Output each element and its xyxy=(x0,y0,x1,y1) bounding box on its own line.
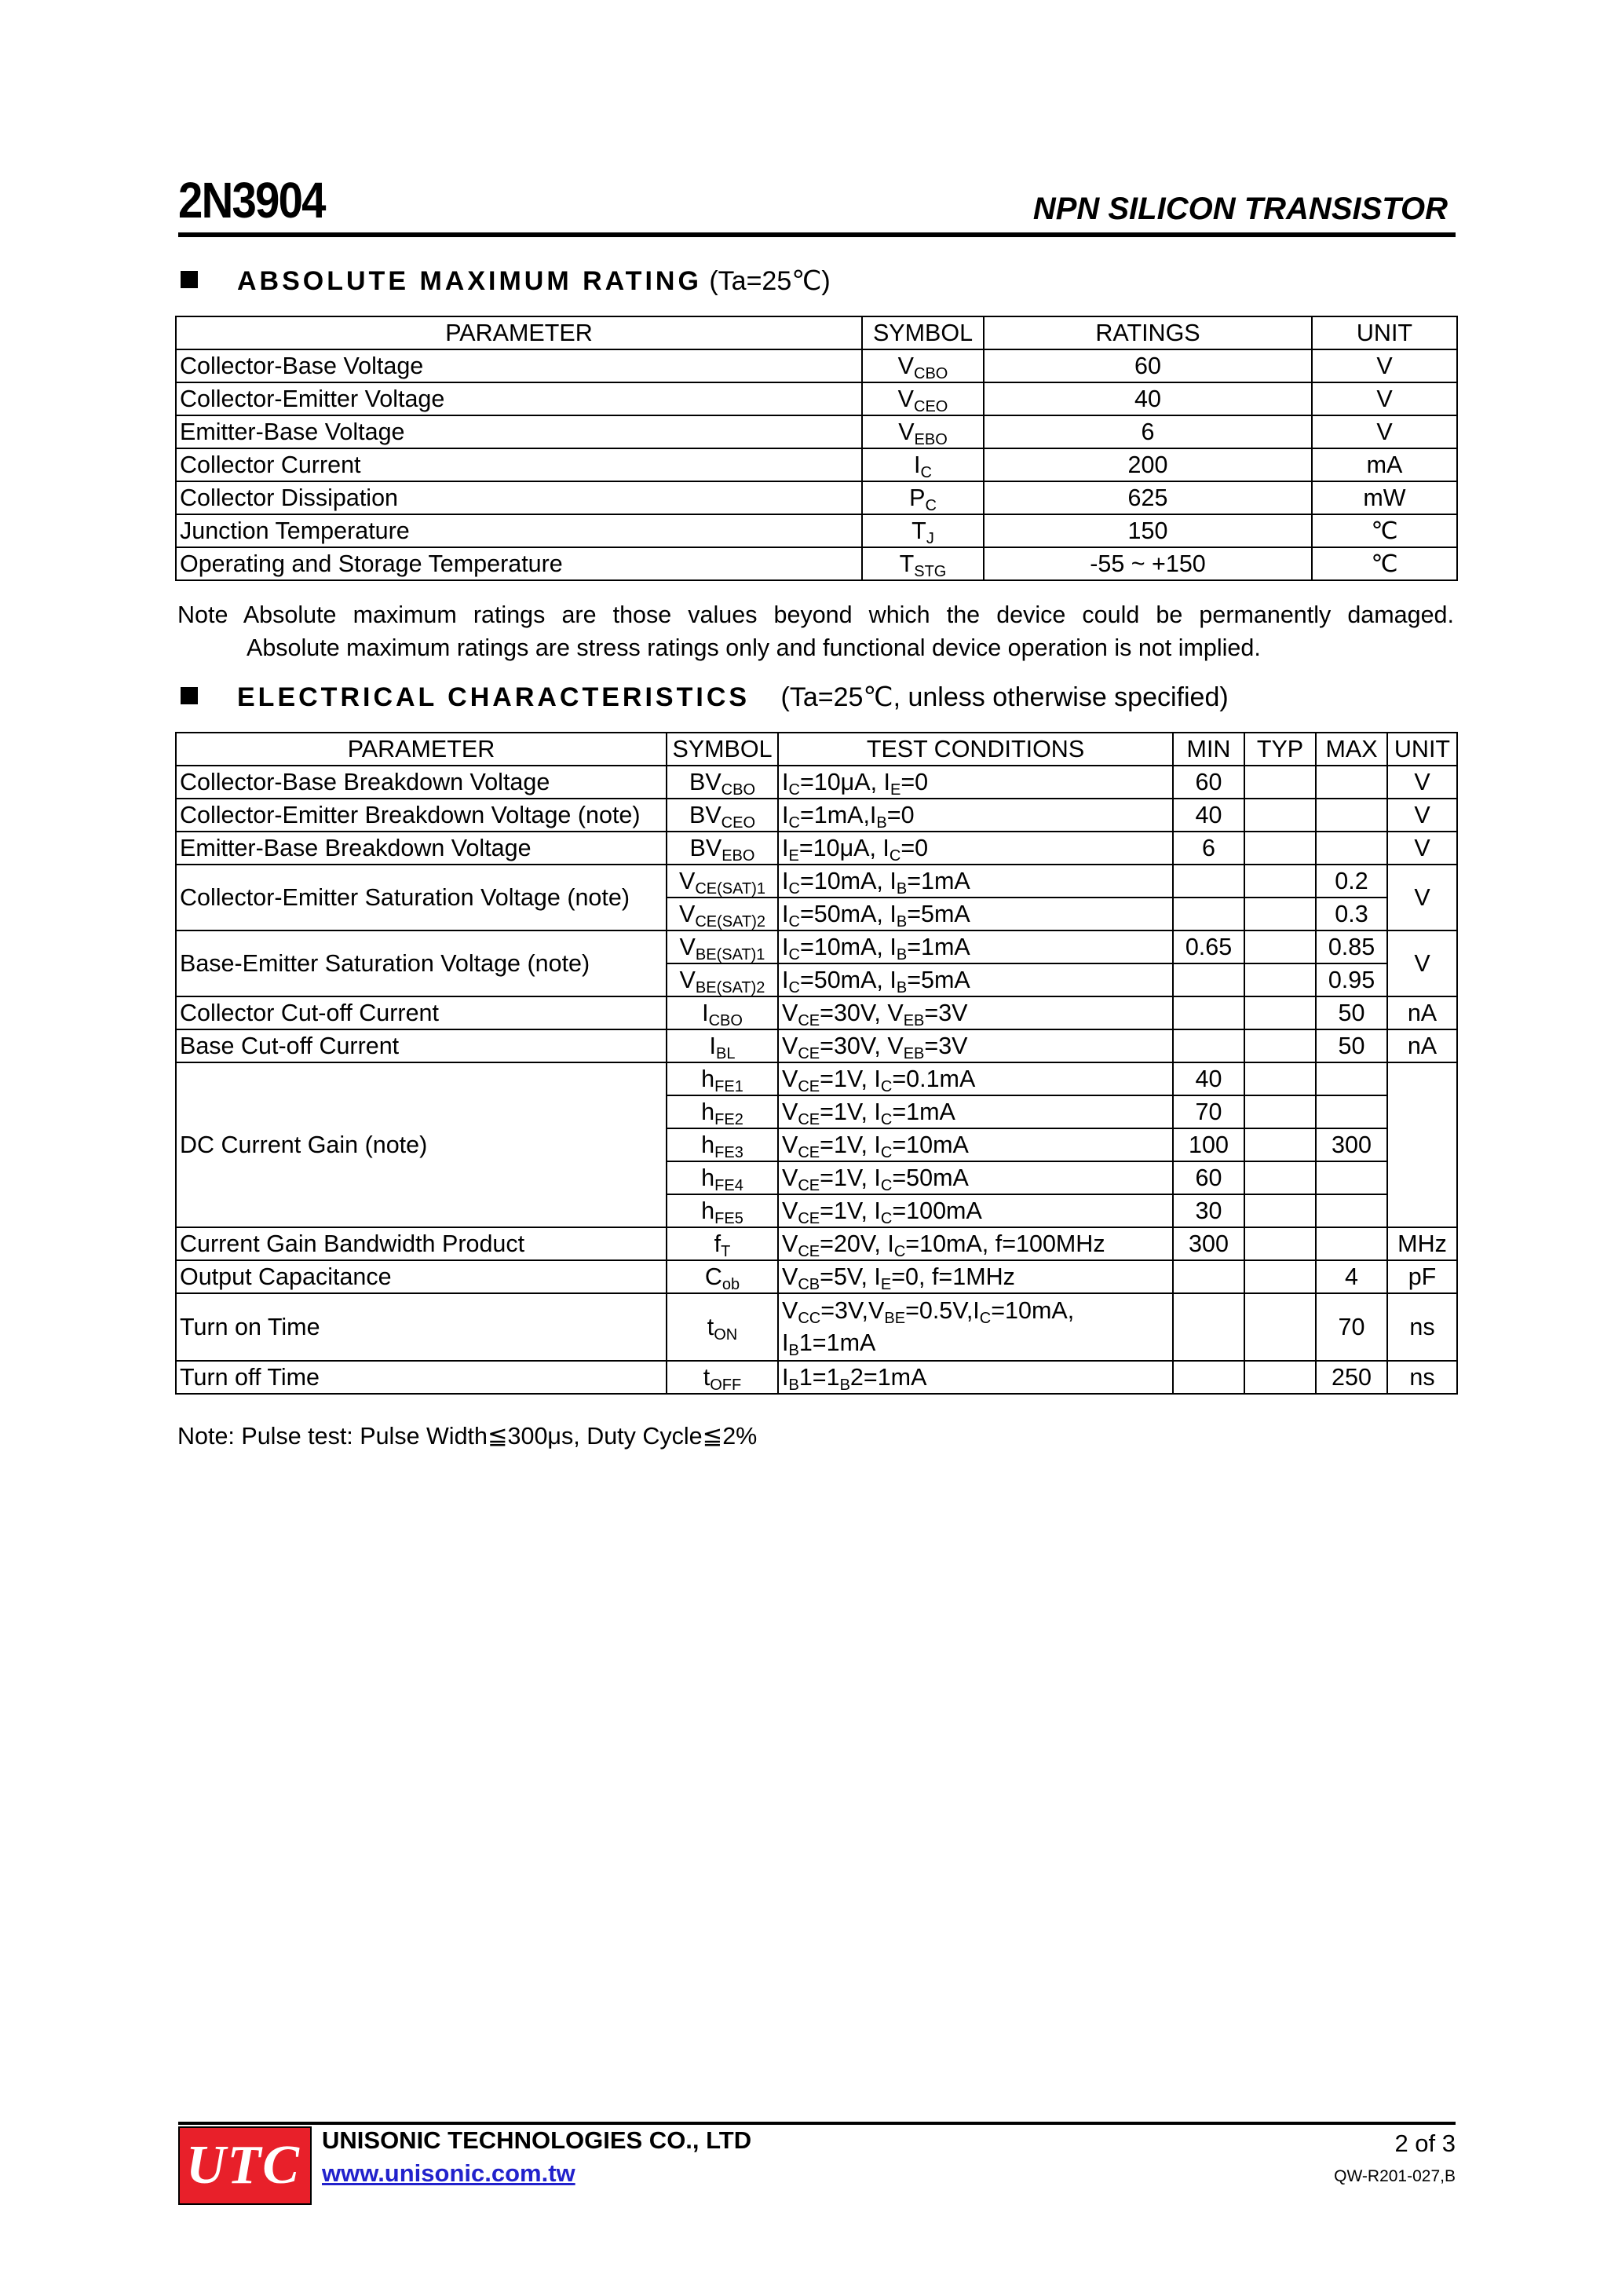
table-row xyxy=(176,415,1457,448)
conditions-cell: $I_C=50mA$, $I_B=5mA$ xyxy=(778,963,1173,996)
typ-cell xyxy=(1244,1161,1316,1194)
conditions-cell: $V_{CC}=3V,V_{BE}=0.5V,I_C=10mA$, $I_B1=1mA$ xyxy=(778,1293,1173,1361)
header-cell: SYMBOL xyxy=(667,733,778,766)
param-cell: Emitter-Base Voltage xyxy=(176,415,862,448)
table-header-row xyxy=(176,316,1457,349)
unit-cell: V xyxy=(1387,799,1457,832)
symbol-cell: $h_{FE2}$ xyxy=(667,1095,778,1128)
min-cell xyxy=(1173,865,1244,898)
conditions-cell: $I_C=1mA,I_B=0$ xyxy=(778,799,1173,832)
symbol-cell: $t_{ON}$ xyxy=(667,1293,778,1361)
typ-cell xyxy=(1244,1194,1316,1227)
symbol-cell: $V_{BE(SAT)2}$ xyxy=(667,963,778,996)
symbol-cell: $h_{FE3}$ xyxy=(667,1128,778,1161)
header-cell: PARAMETER xyxy=(176,733,667,766)
min-cell: 300 xyxy=(1173,1227,1244,1260)
min-cell xyxy=(1173,996,1244,1029)
typ-cell xyxy=(1244,1260,1316,1293)
symbol-cell: $V_{CE(SAT)2}$ xyxy=(667,898,778,930)
header-rule xyxy=(178,232,1456,237)
table-row xyxy=(176,799,1457,832)
min-cell: 30 xyxy=(1173,1194,1244,1227)
table-row xyxy=(176,1062,1457,1095)
table-row xyxy=(176,547,1457,580)
unit-cell: ℃ xyxy=(1312,514,1457,547)
unit-cell: ns xyxy=(1387,1293,1457,1361)
min-cell xyxy=(1173,1361,1244,1394)
symbol-cell: $V_{CEO}$ xyxy=(862,382,984,415)
conditions-cell: $V_{CE}=1V$, $I_C=1mA$ xyxy=(778,1095,1173,1128)
unit-cell: V xyxy=(1387,832,1457,865)
abs-max-note-continued: Absolute maximum ratings are stress ratings only and functional device operation is not implied. xyxy=(247,634,1261,661)
param-cell: Operating and Storage Temperature xyxy=(176,547,862,580)
symbol-cell: $BV_{CEO}$ xyxy=(667,799,778,832)
rating-cell: 200 xyxy=(984,448,1312,481)
conditions-cell: $I_C=10mA$, $I_B=1mA$ xyxy=(778,865,1173,898)
min-cell: 60 xyxy=(1173,1161,1244,1194)
rating-cell: 6 xyxy=(984,415,1312,448)
table-row xyxy=(176,481,1457,514)
min-cell: 40 xyxy=(1173,1062,1244,1095)
symbol-cell: $I_{CBO}$ xyxy=(667,996,778,1029)
document-number: QW-R201-027,B xyxy=(1334,2167,1456,2185)
table-row xyxy=(176,1293,1457,1361)
symbol-cell: $V_{BE(SAT)1}$ xyxy=(667,930,778,963)
rating-cell: 60 xyxy=(984,349,1312,382)
table-row xyxy=(176,514,1457,547)
symbol-cell: $f_T$ xyxy=(667,1227,778,1260)
symbol-cell: $T_{STG}$ xyxy=(862,547,984,580)
table-row xyxy=(176,865,1457,898)
unit-cell: V xyxy=(1312,349,1457,382)
conditions-cell: $V_{CE}=30V$, $V_{EB}=3V$ xyxy=(778,1029,1173,1062)
max-cell xyxy=(1316,1062,1387,1095)
min-cell xyxy=(1173,963,1244,996)
typ-cell xyxy=(1244,799,1316,832)
header-cell: SYMBOL xyxy=(862,316,984,349)
max-cell: 4 xyxy=(1316,1260,1387,1293)
pulse-test-note: Note: Pulse test: Pulse Width≦300μs, Duty Cycle≦2% xyxy=(177,1423,758,1450)
typ-cell xyxy=(1244,832,1316,865)
max-cell: 250 xyxy=(1316,1361,1387,1394)
unit-cell: V xyxy=(1312,415,1457,448)
unit-cell: V xyxy=(1387,766,1457,799)
table-row xyxy=(176,1227,1457,1260)
table-row xyxy=(176,996,1457,1029)
param-cell: Collector-Base Breakdown Voltage xyxy=(176,766,667,799)
document-type: NPN SILICON TRANSISTOR xyxy=(1032,192,1448,226)
logo-text: UTC xyxy=(186,2135,301,2195)
min-cell xyxy=(1173,1293,1244,1361)
unit-cell: MHz xyxy=(1387,1227,1457,1260)
max-cell: 50 xyxy=(1316,996,1387,1029)
conditions-cell: $V_{CE}=1V$, $I_C=0.1mA$ xyxy=(778,1062,1173,1095)
typ-cell xyxy=(1244,1128,1316,1161)
typ-cell xyxy=(1244,1062,1316,1095)
max-cell xyxy=(1316,799,1387,832)
min-cell xyxy=(1173,1029,1244,1062)
typ-cell xyxy=(1244,963,1316,996)
unit-cell: mA xyxy=(1312,448,1457,481)
max-cell: 0.3 xyxy=(1316,898,1387,930)
table-row xyxy=(176,930,1457,963)
param-cell: Turn on Time xyxy=(176,1293,667,1361)
symbol-cell: $h_{FE1}$ xyxy=(667,1062,778,1095)
param-cell: Turn off Time xyxy=(176,1361,667,1394)
abs-max-title: ABSOLUTE MAXIMUM RATING xyxy=(237,266,702,296)
company-name: UNISONIC TECHNOLOGIES CO., LTD xyxy=(322,2126,752,2154)
min-cell xyxy=(1173,1260,1244,1293)
conditions-cell: $V_{CB}=5V$, $I_E=0$, f=1MHz xyxy=(778,1260,1173,1293)
unit-cell: ns xyxy=(1387,1361,1457,1394)
elec-table xyxy=(175,732,1458,1395)
max-cell: 0.2 xyxy=(1316,865,1387,898)
abs-max-heading xyxy=(181,265,831,297)
param-cell: Current Gain Bandwidth Product xyxy=(176,1227,667,1260)
symbol-cell: $BV_{EBO}$ xyxy=(667,832,778,865)
max-cell: 0.95 xyxy=(1316,963,1387,996)
header-cell: RATINGS xyxy=(984,316,1312,349)
min-cell: 100 xyxy=(1173,1128,1244,1161)
symbol-cell: $BV_{CBO}$ xyxy=(667,766,778,799)
symbol-cell: $t_{OFF}$ xyxy=(667,1361,778,1394)
param-cell: DC Current Gain (note) xyxy=(176,1062,667,1227)
symbol-cell: $T_J$ xyxy=(862,514,984,547)
param-cell: Emitter-Base Breakdown Voltage xyxy=(176,832,667,865)
elec-title: ELECTRICAL CHARACTERISTICS xyxy=(237,682,751,712)
typ-cell xyxy=(1244,766,1316,799)
elec-condition: (Ta=25℃, unless otherwise specified) xyxy=(780,682,1229,712)
typ-cell xyxy=(1244,1361,1316,1394)
conditions-cell: $V_{CE}=20V$, $I_C=10mA$, f=100MHz xyxy=(778,1227,1173,1260)
typ-cell xyxy=(1244,898,1316,930)
unit-cell: V xyxy=(1387,865,1457,930)
param-cell: Collector-Emitter Breakdown Voltage (note) xyxy=(176,799,667,832)
max-cell xyxy=(1316,1161,1387,1194)
param-cell: Collector Cut-off Current xyxy=(176,996,667,1029)
page-number: 2 of 3 xyxy=(1394,2130,1456,2157)
unit-cell: ℃ xyxy=(1312,547,1457,580)
typ-cell xyxy=(1244,1029,1316,1062)
max-cell xyxy=(1316,832,1387,865)
param-cell: Collector-Emitter Voltage xyxy=(176,382,862,415)
conditions-cell: $I_C=10mA$, $I_B=1mA$ xyxy=(778,930,1173,963)
typ-cell xyxy=(1244,930,1316,963)
param-cell: Collector Current xyxy=(176,448,862,481)
footer-rule xyxy=(178,2122,1456,2125)
rating-cell: 40 xyxy=(984,382,1312,415)
conditions-cell: $V_{CE}=30V$, $V_{EB}=3V$ xyxy=(778,996,1173,1029)
header-cell: TYP xyxy=(1244,733,1316,766)
header-cell: UNIT xyxy=(1312,316,1457,349)
abs-max-table xyxy=(175,316,1458,581)
typ-cell xyxy=(1244,1095,1316,1128)
min-cell: 0.65 xyxy=(1173,930,1244,963)
table-row xyxy=(176,1029,1457,1062)
conditions-cell: $V_{CE}=1V$, $I_C=50mA$ xyxy=(778,1161,1173,1194)
max-cell: 0.85 xyxy=(1316,930,1387,963)
conditions-cell: $V_{CE}=1V$, $I_C=100mA$ xyxy=(778,1194,1173,1227)
elec-heading xyxy=(181,682,1229,713)
bullet-square-icon xyxy=(181,271,198,288)
typ-cell xyxy=(1244,865,1316,898)
min-cell: 60 xyxy=(1173,766,1244,799)
symbol-cell: $I_{BL}$ xyxy=(667,1029,778,1062)
param-cell: Base Cut-off Current xyxy=(176,1029,667,1062)
min-cell xyxy=(1173,898,1244,930)
unit-cell: V xyxy=(1312,382,1457,415)
conditions-cell: $I_C=10\mu A$, $I_E=0$ xyxy=(778,766,1173,799)
table-row xyxy=(176,1260,1457,1293)
max-cell xyxy=(1316,766,1387,799)
symbol-cell: $h_{FE5}$ xyxy=(667,1194,778,1227)
max-cell xyxy=(1316,1194,1387,1227)
table-row xyxy=(176,382,1457,415)
unit-cell xyxy=(1387,1062,1457,1227)
symbol-cell: $h_{FE4}$ xyxy=(667,1161,778,1194)
param-cell: Junction Temperature xyxy=(176,514,862,547)
table-row xyxy=(176,1361,1457,1394)
param-cell: Collector-Emitter Saturation Voltage (note) xyxy=(176,865,667,930)
header-cell: UNIT xyxy=(1387,733,1457,766)
symbol-cell: $V_{EBO}$ xyxy=(862,415,984,448)
header-cell: PARAMETER xyxy=(176,316,862,349)
header-cell: TEST CONDITIONS xyxy=(778,733,1173,766)
param-cell: Collector Dissipation xyxy=(176,481,862,514)
typ-cell xyxy=(1244,1227,1316,1260)
unit-cell: pF xyxy=(1387,1260,1457,1293)
max-cell xyxy=(1316,1095,1387,1128)
website-link[interactable]: www.unisonic.com.tw xyxy=(322,2159,575,2187)
abs-max-note: Note Absolute maximum ratings are those values beyond which the device could be permanently damaged. xyxy=(177,601,1454,628)
rating-cell: 625 xyxy=(984,481,1312,514)
symbol-cell: $C_{ob}$ xyxy=(667,1260,778,1293)
param-cell: Output Capacitance xyxy=(176,1260,667,1293)
rating-cell: -55 ~ +150 xyxy=(984,547,1312,580)
rating-cell: 150 xyxy=(984,514,1312,547)
param-cell: Collector-Base Voltage xyxy=(176,349,862,382)
table-row xyxy=(176,448,1457,481)
bullet-square-icon xyxy=(181,687,198,704)
abs-max-condition: (Ta=25℃) xyxy=(709,266,831,296)
conditions-cell: $V_{CE}=1V$, $I_C=10mA$ xyxy=(778,1128,1173,1161)
unit-cell: nA xyxy=(1387,996,1457,1029)
header-cell: MIN xyxy=(1173,733,1244,766)
unit-cell: nA xyxy=(1387,1029,1457,1062)
table-row xyxy=(176,832,1457,865)
param-cell: Base-Emitter Saturation Voltage (note) xyxy=(176,930,667,996)
table-row xyxy=(176,349,1457,382)
unit-cell: V xyxy=(1387,930,1457,996)
symbol-cell: $I_C$ xyxy=(862,448,984,481)
conditions-cell: $I_C=50mA$, $I_B=5mA$ xyxy=(778,898,1173,930)
min-cell: 40 xyxy=(1173,799,1244,832)
max-cell: 300 xyxy=(1316,1128,1387,1161)
table-header-row xyxy=(176,733,1457,766)
max-cell xyxy=(1316,1227,1387,1260)
max-cell: 50 xyxy=(1316,1029,1387,1062)
symbol-cell: $V_{CE(SAT)1}$ xyxy=(667,865,778,898)
min-cell: 70 xyxy=(1173,1095,1244,1128)
typ-cell xyxy=(1244,996,1316,1029)
header-cell: MAX xyxy=(1316,733,1387,766)
symbol-cell: $V_{CBO}$ xyxy=(862,349,984,382)
part-number: 2N3904 xyxy=(178,172,325,229)
max-cell: 70 xyxy=(1316,1293,1387,1361)
conditions-cell: $I_E=10\mu A$, $I_C=0$ xyxy=(778,832,1173,865)
symbol-cell: $P_C$ xyxy=(862,481,984,514)
utc-logo xyxy=(178,2126,312,2205)
min-cell: 6 xyxy=(1173,832,1244,865)
typ-cell xyxy=(1244,1293,1316,1361)
unit-cell: mW xyxy=(1312,481,1457,514)
table-row xyxy=(176,766,1457,799)
conditions-cell: $I_B1=1_B2=1mA$ xyxy=(778,1361,1173,1394)
